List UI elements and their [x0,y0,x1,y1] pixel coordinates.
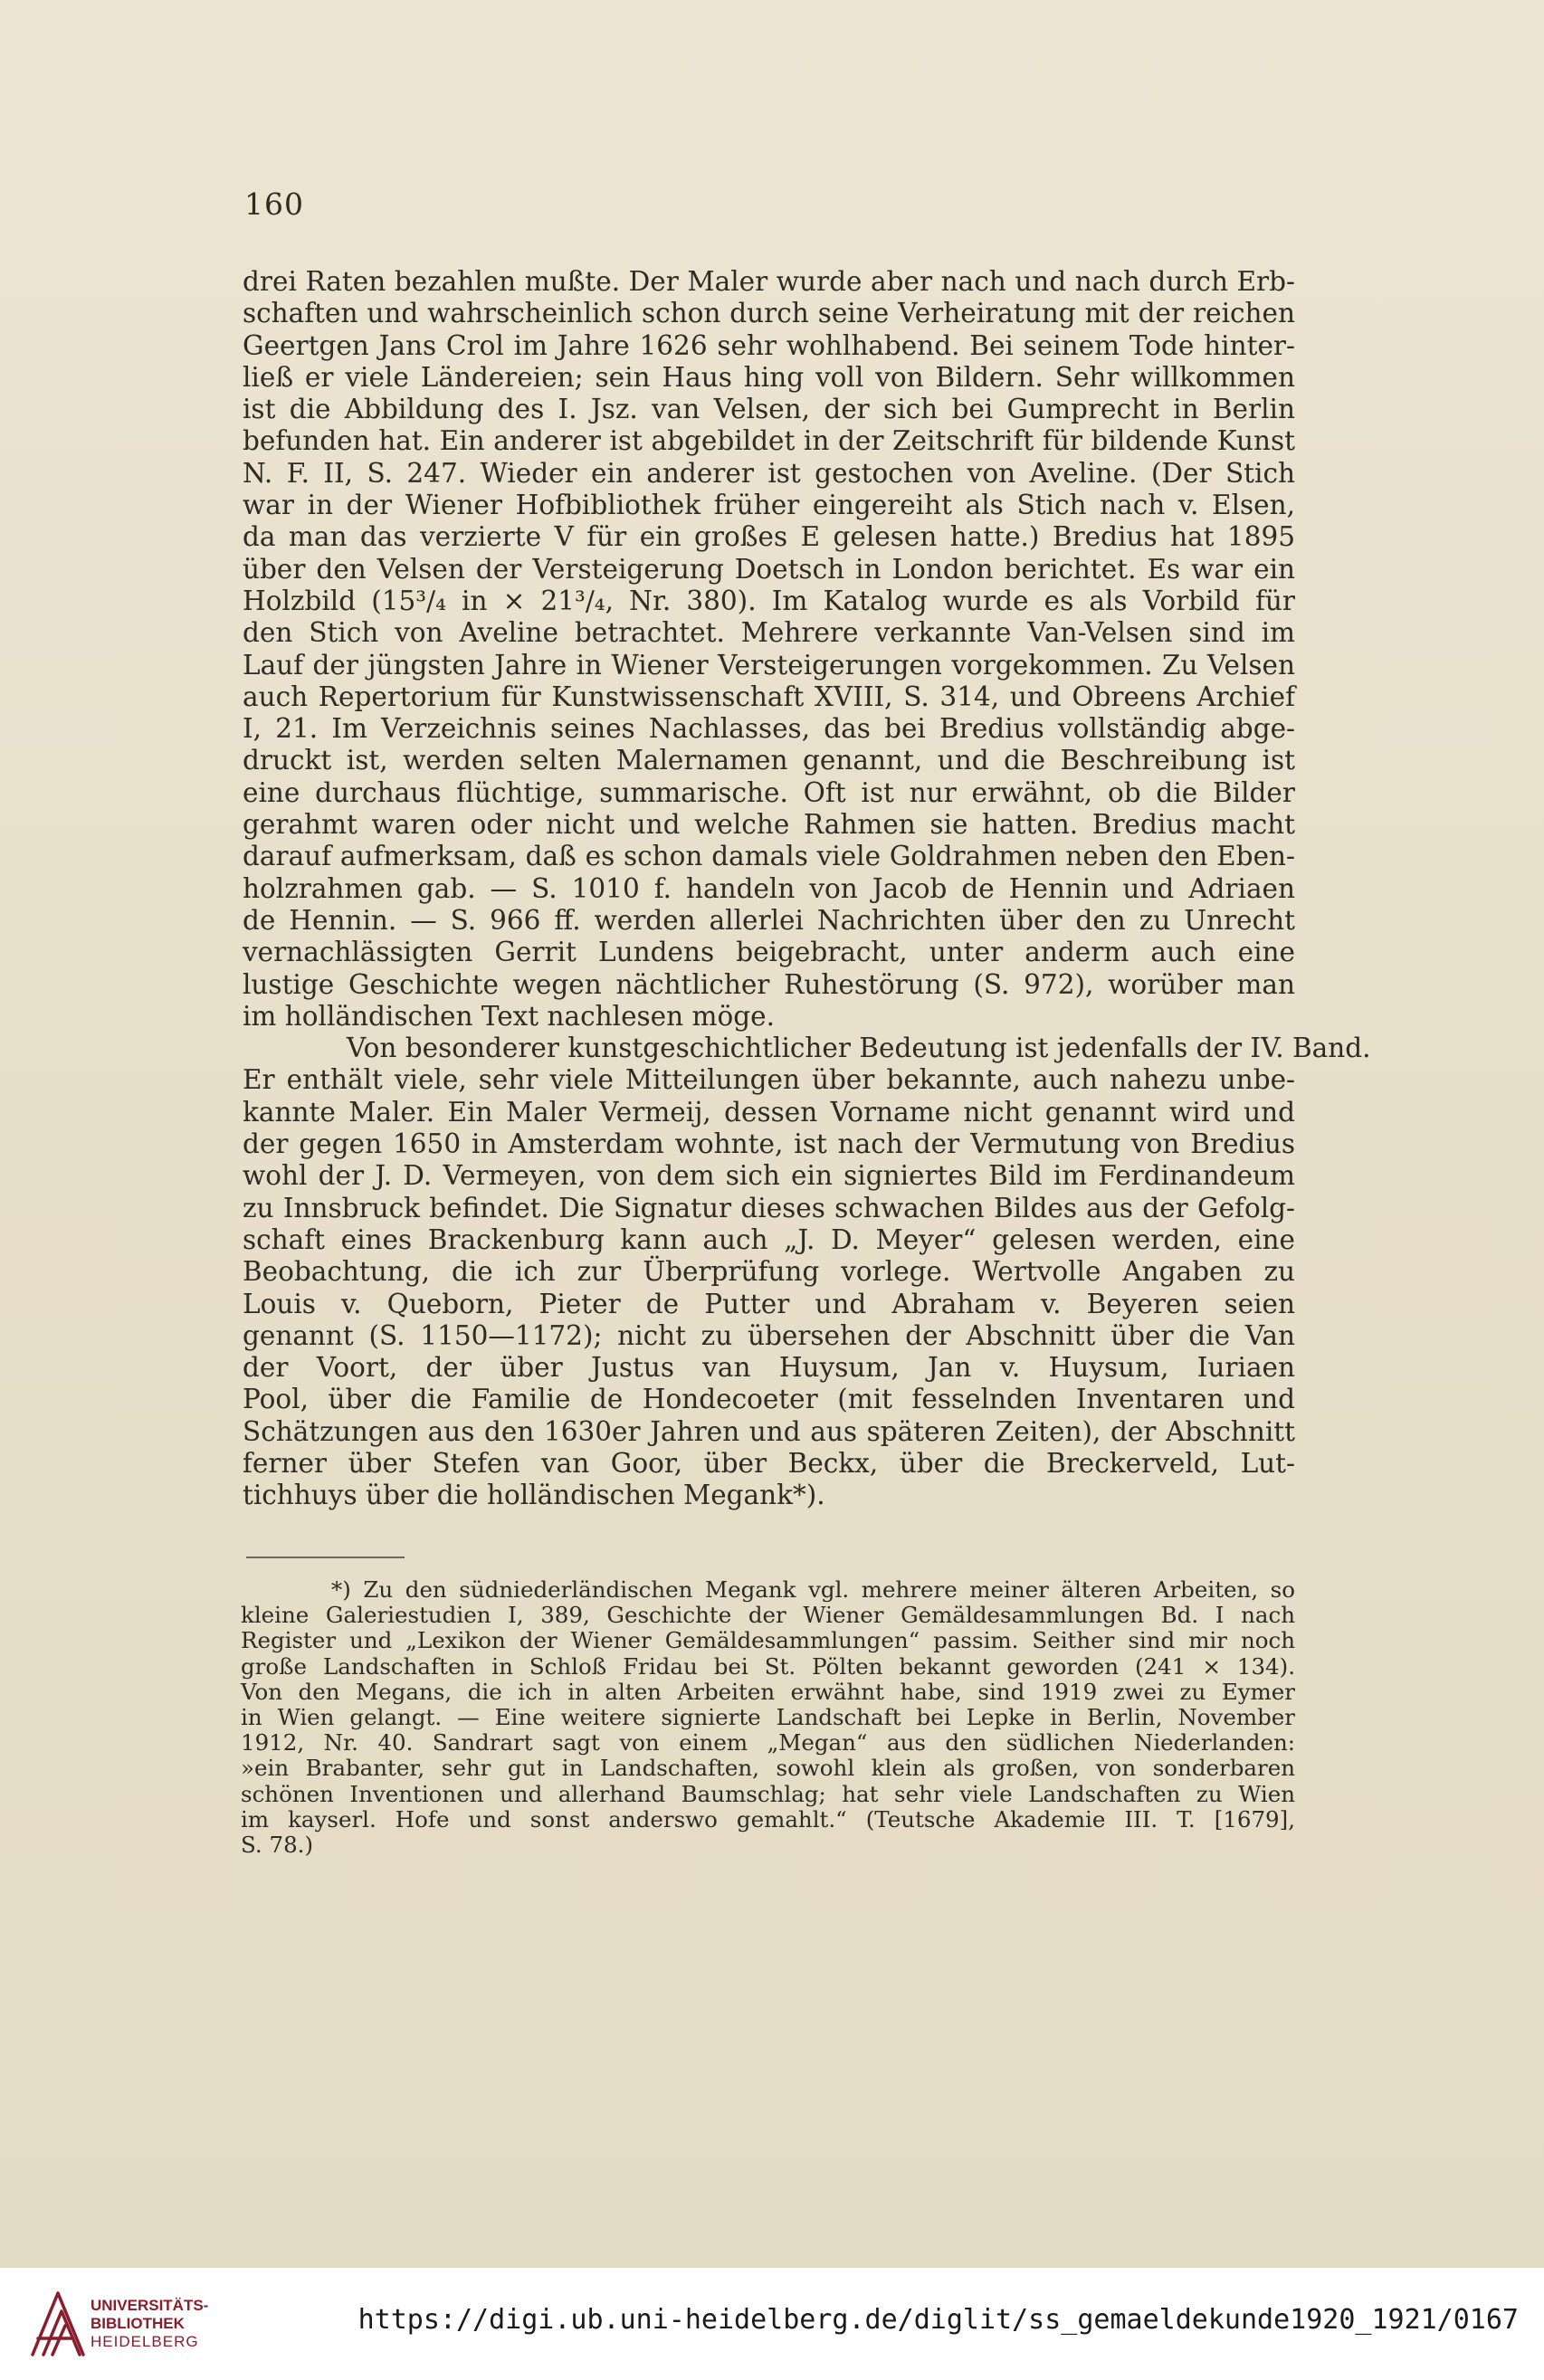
library-name-line: BIBLIOTHEK [91,2315,185,2332]
footnote-divider [246,1557,405,1558]
text-line: Lauf der jüngsten Jahre in Wiener Versteigerungen vorgekommen. Zu Velsen [243,649,1295,681]
footnotes [241,1577,1295,1858]
text-line: war in der Wiener Hofbibliothek früher eingereiht als Stich nach v. Elsen, [243,490,1295,521]
footnote-line: in Wien gelangt. — Eine weitere signierte Landschaft bei Lepke in Berlin, November [241,1703,1295,1730]
text-line: zu Innsbruck befindet. Die Signatur dieses schwachen Bildes aus der Gefolg- [243,1192,1295,1223]
text-line: Von besonderer kunstgeschichtlicher Bedeutung ist jedenfalls der IV. Band. [347,1033,1371,1064]
text-line: im holländischen Text nachlesen möge. [243,1000,775,1032]
body-text [243,266,1371,1512]
footer-bar [0,2267,1544,2380]
text-line: darauf aufmerksam, daß es schon damals viele Goldrahmen neben den Eben- [243,841,1295,872]
footnote-line: im kayserl. Hofe und sonst anderswo gemahlt.“ (Teutsche Akademie III. T. [1679], [241,1805,1295,1833]
text-line: ist die Abbildung des I. Jsz. van Velsen, der sich bei Gumprecht in Berlin [243,394,1295,425]
text-line: drei Raten bezahlen mußte. Der Maler wurde aber nach und nach durch Erb- [243,266,1295,297]
text-line: da man das verzierte V für ein großes E gelesen hatte.) Bredius hat 1895 [243,521,1295,553]
text-line: der gegen 1650 in Amsterdam wohnte, ist nach der Vermutung von Bredius [243,1128,1295,1160]
text-line: Beobachtung, die ich zur Überprüfung vorlege. Wertvolle Angaben zu [243,1256,1295,1288]
text-line: druckt ist, werden selten Malernamen genannt, und die Beschreibung ist [243,745,1295,776]
text-line: Schätzungen aus den 1630er Jahren und aus späteren Zeiten), der Abschnitt [243,1415,1295,1447]
library-name-line: HEIDELBERG [91,2333,199,2350]
library-name-line: UNIVERSITÄTS- [91,2297,209,2314]
text-line: Er enthält viele, sehr viele Mitteilungen über bekannte, auch nahezu unbe- [243,1064,1295,1096]
footnote-line: *) Zu den südniederländischen Megank vgl. mehrere meiner älteren Arbeiten, so [331,1576,1295,1603]
text-line: Louis v. Queborn, Pieter de Putter und Abraham v. Beyeren seien [243,1288,1295,1319]
page-number: 160 [244,186,304,222]
library-name[interactable] [91,2297,208,2351]
footnote-line: große Landschaften in Schloß Fridau bei St. Pölten bekannt geworden (241 × 134). [241,1652,1295,1680]
text-line: befunden hat. Ein anderer ist abgebildet in der Zeitschrift für bildende Kunst [243,425,1295,457]
text-line: I, 21. Im Verzeichnis seines Nachlasses, das bei Bredius vollständig abge- [243,713,1295,745]
text-line: den Stich von Aveline betrachtet. Mehrere verkannte Van-Velsen sind im [243,617,1295,649]
text-line: vernachlässigten Gerrit Lundens beigebracht, unter anderm auch eine [243,937,1295,968]
text-line: kannte Maler. Ein Maler Vermeij, dessen Vorname nicht genannt wird und [243,1096,1295,1128]
text-line: ließ er viele Ländereien; sein Haus hing voll von Bildern. Sehr willkommen [243,361,1295,393]
footnote-line: »ein Brabanter, sehr gut in Landschaften, sowohl klein als großen, von sonderbaren [241,1755,1295,1782]
text-line: genannt (S. 1150—1172); nicht zu übersehen der Abschnitt über die Van [243,1319,1295,1351]
text-line: auch Repertorium für Kunstwissenschaft XVIII, S. 314, und Obreens Archief [243,681,1295,712]
text-line: de Hennin. — S. 966 ff. werden allerlei Nachrichten über den zu Unrecht [243,904,1295,936]
footnote-line: Register und „Lexikon der Wiener Gemäldesammlungen“ passim. Seither sind mir noch [241,1627,1295,1654]
text-line: über den Velsen der Versteigerung Doetsch in London berichtet. Es war ein [243,553,1295,585]
footnote-line: schönen Inventionen und allerhand Baumschlag; hat sehr viele Landschaften zu Wien [241,1780,1295,1807]
text-line: lustige Geschichte wegen nächtlicher Ruhestörung (S. 972), worüber man [243,968,1295,1000]
text-line: wohl der J. D. Vermeyen, von dem sich ein signiertes Bild im Ferdinandeum [243,1160,1295,1192]
text-line: gerahmt waren oder nicht und welche Rahmen sie hatten. Bredius macht [243,809,1295,841]
text-line: holzrahmen gab. — S. 1010 f. handeln von Jacob de Hennin und Adriaen [243,872,1295,904]
footnote-line: 1912, Nr. 40. Sandrart sagt von einem „Megan“ aus den südlichen Niederlanden: [241,1729,1295,1756]
text-line: Holzbild (15³/₄ in × 21³/₄, Nr. 380). Im Katalog wurde es als Vorbild für [243,585,1295,616]
ub-heidelberg-logo-icon[interactable] [25,2284,91,2362]
text-line: Pool, über die Familie de Hondecoeter (mit fesselnden Inventaren und [243,1384,1295,1415]
text-line: schaft eines Brackenburg kann auch „J. D. Meyer“ gelesen werden, eine [243,1223,1295,1255]
footnote-line: Von den Megans, die ich in alten Arbeiten erwähnt habe, sind 1919 zwei zu Eymer [241,1678,1295,1705]
text-line: eine durchaus flüchtige, summarische. Oft ist nur erwähnt, ob die Bilder [243,776,1295,808]
text-line: Geertgen Jans Crol im Jahre 1626 sehr wohlhabend. Bei seinem Tode hinter- [243,329,1295,361]
text-line: der Voort, der über Justus van Huysum, Jan v. Huysum, Iuriaen [243,1352,1295,1384]
text-line: N. F. II, S. 247. Wieder ein anderer ist gestochen von Aveline. (Der Stich [243,457,1295,489]
text-line: tichhuys über die holländischen Megank*). [243,1480,825,1511]
text-line: schaften und wahrscheinlich schon durch seine Verheiratung mit der reichen [243,298,1295,329]
footnote-line: S. 78.) [241,1831,314,1858]
text-line: ferner über Stefen van Goor, über Beckx, über die Breckerveld, Lut- [243,1447,1295,1479]
permalink-url[interactable]: https://digi.ub.uni-heidelberg.de/diglit/ss_gemaeldekunde1920_1921/0167 [357,2304,1519,2336]
footnote-line: kleine Galeriestudien I, 389, Geschichte der Wiener Gemäldesammlungen Bd. I nach [241,1602,1295,1629]
